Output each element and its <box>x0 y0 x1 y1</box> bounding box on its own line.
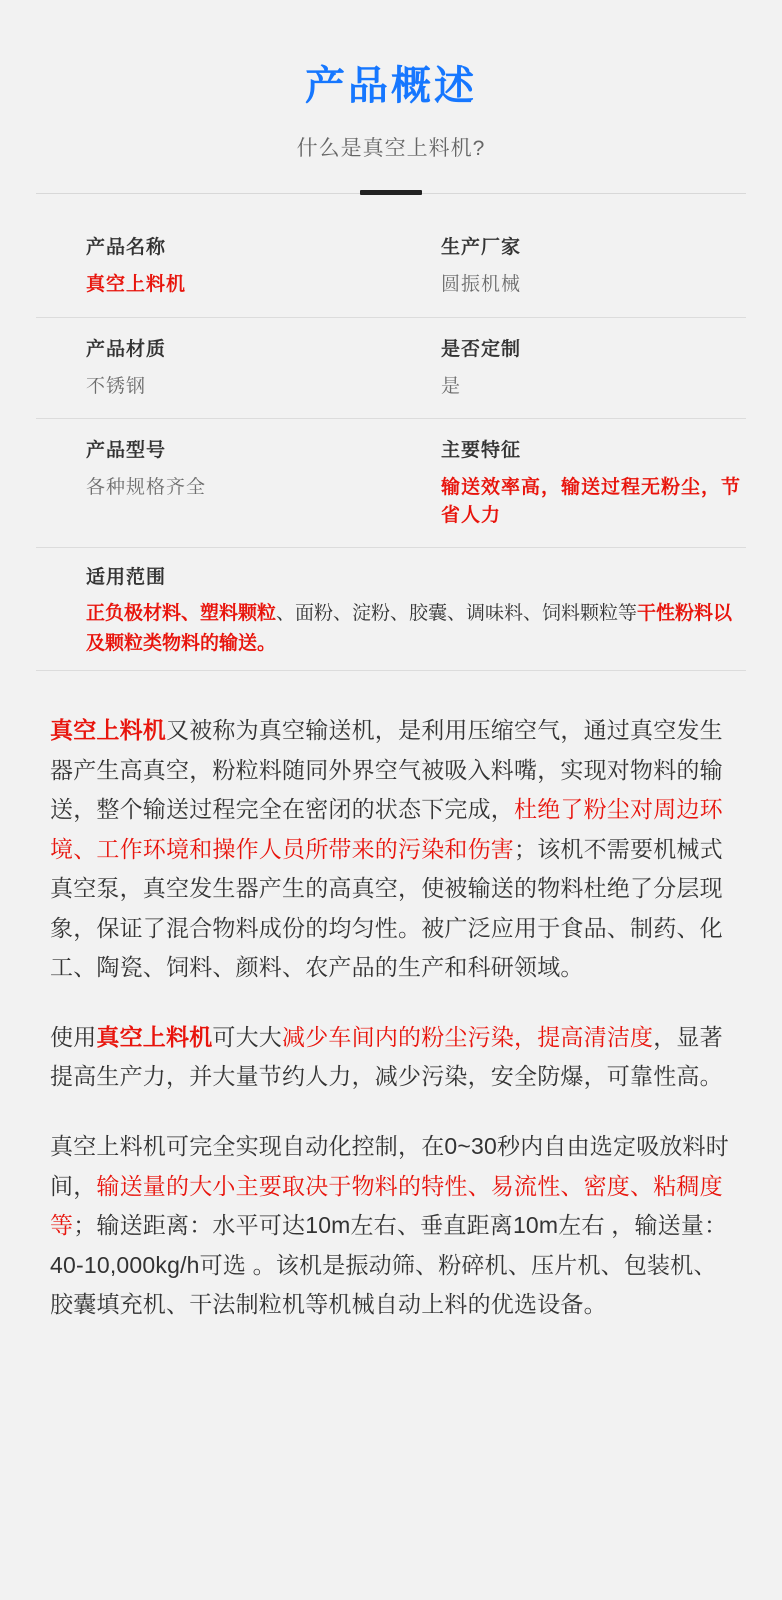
spec-value: 圆振机械 <box>441 274 522 295</box>
table-row-scope <box>36 548 746 671</box>
text-run: 可大大 <box>212 1023 283 1050</box>
spec-label: 产品名称 <box>86 237 167 258</box>
spec-value: 是 <box>441 375 462 397</box>
text-run: ；该机不需要机械式真空泵，真空发生器产生的高真空，使被输送的物料杜绝了分层现象，保证了混合物料成份的均匀性。被广泛应用于食品、制药、化工、陶瓷、饲料、颜料、农产品的生产和科研领域。 <box>50 835 723 981</box>
text-run: 干性粉料以及颗粒类物料的输送。 <box>86 603 733 654</box>
spec-label-scope: 适用范围 <box>86 567 167 589</box>
text-run: 输送量的大小主要取决于物料的特性、易流性、密度、粘稠度等 <box>50 1172 723 1239</box>
table-row <box>36 216 746 318</box>
spec-value: 各种规格齐全 <box>86 477 207 499</box>
spec-value: 输送效率高，输送过程无粉尘，节省人力 <box>441 477 742 526</box>
spec-value: 不锈钢 <box>86 375 147 397</box>
text-run: 又被称为真空输送机，是利用压缩空气，通过真空发生器产生高真空，粉粒料随同外界空气被吸入料嘴，实现对物料的输送，整个输送过程完全在密闭的状态下完成， <box>50 717 723 823</box>
table-row <box>36 318 746 420</box>
spec-label: 生产厂家 <box>441 237 522 258</box>
spec-cell <box>391 435 746 529</box>
page-subtitle: 什么是真空上料机? <box>296 137 486 160</box>
text-run: 真空上料机可完全实现自动化控制，在0~30秒内自由选定吸放料时间， <box>50 1132 730 1199</box>
spec-cell <box>36 232 391 299</box>
text-run: 杜绝了粉尘对周边环境、工作环境和操作人员所带来的污染和伤害 <box>50 796 723 862</box>
spec-cell <box>36 562 746 658</box>
divider-accent-bar <box>360 190 422 195</box>
spec-cell <box>36 435 391 529</box>
spec-label: 主要特征 <box>441 440 522 462</box>
text-run: 减少车间内的粉尘污染，提高清洁度 <box>282 1023 654 1050</box>
spec-label: 是否定制 <box>441 338 522 360</box>
spec-label: 产品型号 <box>86 440 167 462</box>
spec-value-scope <box>86 599 736 658</box>
text-run: ；输送距离：水平可达10m左右、垂直距离10m左右 ，输送量：40-10,000kg/h可选 。该机是振动筛、粉碎机、压片机、包装机、胶囊填充机、干法制粒机等机械自动上料的优选设备。 <box>50 1212 728 1318</box>
text-run: 使用 <box>50 1023 97 1050</box>
paragraph <box>50 711 732 988</box>
spec-label: 产品材质 <box>86 338 167 360</box>
spec-cell <box>391 232 746 299</box>
paragraph <box>50 1127 732 1325</box>
spec-cell <box>391 334 746 401</box>
spec-table <box>36 216 746 671</box>
page-title: 产品概述 <box>305 64 477 108</box>
text-run: 正负极材料、塑料颗粒 <box>86 603 277 625</box>
text-run: 真空上料机 <box>50 717 166 744</box>
spec-cell <box>36 334 391 401</box>
table-row <box>36 419 746 548</box>
page-header <box>36 0 746 198</box>
text-run: ，显著提高生产力，并大量节约人力，减少污染，安全防爆，可靠性高。 <box>50 1023 723 1090</box>
paragraph <box>50 1018 732 1097</box>
title-divider <box>36 188 746 198</box>
spec-value: 真空上料机 <box>86 274 187 295</box>
body-copy <box>36 711 746 1365</box>
text-run: 真空上料机 <box>96 1023 213 1050</box>
text-run: 、面粉、淀粉、胶囊、调味料、饲料颗粒等 <box>276 603 638 625</box>
